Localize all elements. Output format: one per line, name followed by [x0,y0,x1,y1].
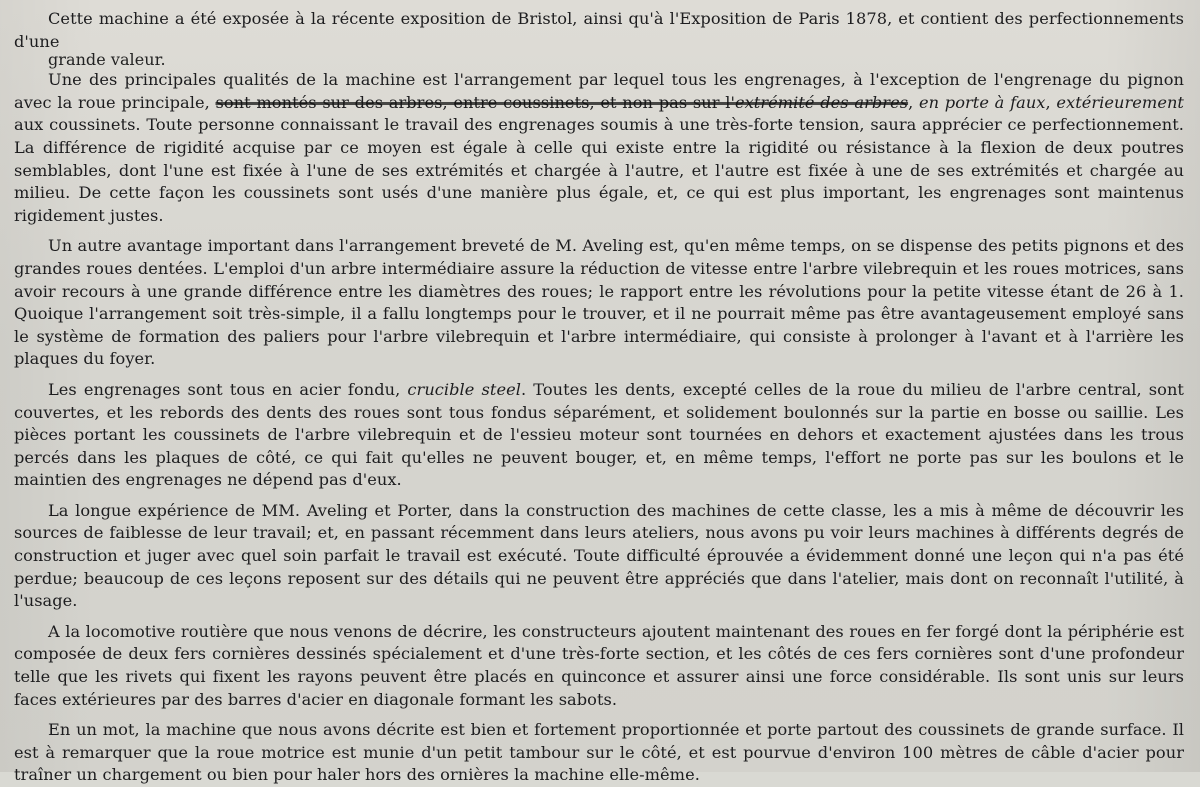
struck-text: sont montés sur des arbres, entre coussinets, et non pas sur l' [215,92,735,112]
paragraph-text: Les engrenages sont tous en acier fondu, [48,379,408,399]
emphasis-text: extérieurement [1056,92,1184,112]
emphasis-text: crucible steel [407,379,521,399]
paragraph-text: , [1045,92,1057,112]
paragraph-experience: La longue expérience de MM. Aveling et Porter, dans la construction des machines de cette classe, les a mis à même de découvrir les sources de faiblesse de leur travail; et, en passant récemment dans leurs ateliers, nous avons pu voir leurs machines à différents degrés de construction et juger avec quel soin parfait le travail est exécuté. Toute difficulté éprouvée a évidemment donné une leçon qui n'a pas été perdue; beaucoup de ces leçons reposent sur des détails qui ne peuvent être appréciés que dans l'atelier, mais dont on reconnaît l'utilité, à l'usage. [14,500,1184,611]
paragraph-qualities [14,69,1184,227]
paragraph-intro [14,8,1184,70]
paragraph-text: . Toutes les dents, excepté celles de la roue du milieu de l'arbre central, sont couvertes, et les rebords des dents des roues sont tous fondus séparément, et solidement boulonnés sur la partie en bosse ou saillie. Les pièces portant les coussinets de l'arbre vilebrequin et de l'essieu moteur sont tournées en dehors et exactement ajustées dans les trous percés dans les plaques de côté, ce qui fait qu'elles ne peuvent bouger, et, en même temps, l'effort ne porte pas sur les boulons et le maintien des engrenages ne dépend pas d'eux. [14,379,1184,490]
intro-line: Cette machine a été exposée à la récente exposition de Bristol, ainsi qu'à l'Exposition de Paris 1878, et contient des perfectionnements d'une [14,9,1184,51]
paragraph-conclusion: En un mot, la machine que nous avons décrite est bien et fortement proportionnée et porte partout des coussinets de grande surface. Il est à remarquer que la roue motrice est munie d'un petit tambour sur le côté, et est pourvue d'environ 100 mètres de câble d'acier pour traîner un chargement ou bien pour haler hors des ornières la machine elle-même. [14,720,1184,785]
paragraph-text: Une des principales qualités de la machine est l'arrangement par lequel tous les engrenages, à l'exception de l'engrenage du pignon avec la roue principale, [14,70,1184,112]
paragraph-text: aux coussinets. Toute personne connaissant le travail des engrenages soumis à une très-forte tension, saura apprécier ce perfectionnement. La différence de rigidité acquise par ce moyen est égale à celle qui existe entre la rigidité ou résistance à la flexion de deux poutres semblables, dont l'une est fixée à l'une de ses extrémités et chargée à l'autre, et l'autre est fixée à une de ses extrémités et chargée au milieu. De cette façon les coussinets sont usés d'une manière plus égale, et, ce qui est plus important, les engrenages sont maintenus rigidement justes. [14,115,1184,225]
paragraph-gears [14,379,1184,492]
paragraph-text: , [908,92,919,112]
intro-cut-line: grande valeur. [48,50,166,70]
emphasis-text: en porte à faux [918,92,1046,112]
emphasis-text: extrémité des arbres [734,92,909,112]
paragraph-wheels: A la locomotive routière que nous venons de décrire, les constructeurs ajoutent maintenant des roues en fer forgé dont la périphérie est composée de deux fers cornières dessinés spécialement et d'une très-forte section, et les côtés de ces fers cornières sont d'une profondeur telle que les rivets qui fixent les rayons peuvent être placés en quinconce et assurer ainsi une force considérable. Ils sont unis sur leurs faces extérieures par des barres d'acier en diagonale formant les sabots. [14,621,1184,709]
paragraph-advantage: Un autre avantage important dans l'arrangement breveté de M. Aveling est, qu'en même temps, on se dispense des petits pignons et des grandes roues dentées. L'emploi d'un arbre intermédiaire assure la réduction de vitesse entre l'arbre vilebrequin et les roues motrices, sans avoir recours à une grande différence entre les diamètres des roues; le rapport entre les révolutions pour la petite vitesse étant de 26 à 1. Quoique l'arrangement soit très-simple, il a fallu longtemps pour le trouver, et il ne pourrait même pas être avantageusement employé sans le système de formation des paliers pour l'arbre vilebrequin et l'arbre intermédiaire, qui consiste à prolonger à l'avant et à l'arrière les plaques du foyer. [14,236,1184,369]
